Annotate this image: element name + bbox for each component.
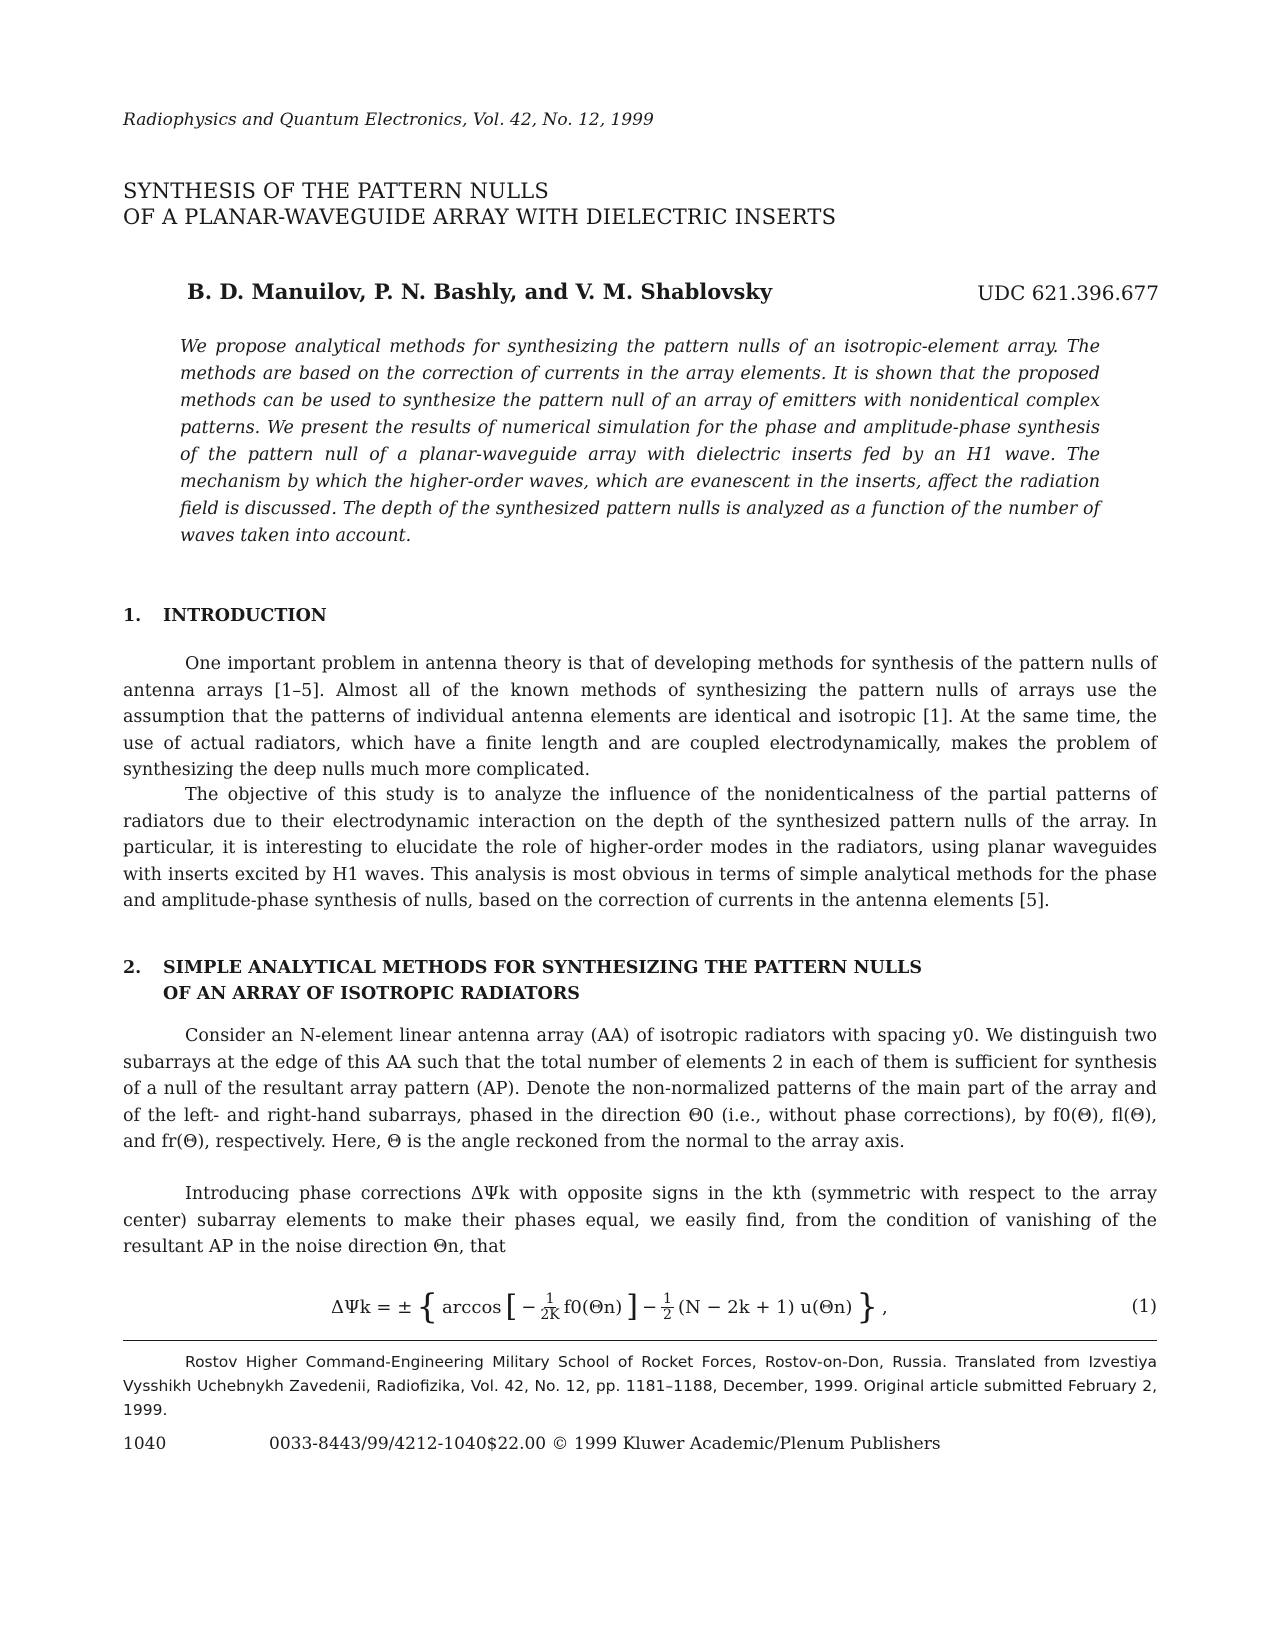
equation-fraction-1: $\frac{1}{2K}$ xyxy=(540,1290,560,1323)
equation-term-2: (N − 2k + 1) u(Θn) xyxy=(677,1296,853,1318)
equation-number: (1) xyxy=(1131,1296,1157,1317)
title-line-2: OF A PLANAR-WAVEGUIDE ARRAY WITH DIELECTRIC INSERTS xyxy=(123,205,837,229)
section-2-number: 2. xyxy=(123,958,142,978)
section-2-paragraph-1: Consider an N-element linear antenna array (AA) of isotropic radiators with spacing y0. We distinguish two subarrays at the edge of this AA such that the total number of elements 2 in each of them is sufficient for synthesis of a null of the resultant array pattern (AP). Denote the non-normalized patterns of the main part of the array and of the left- and right-hand subarrays, phased in the direction Θ0 (i.e., without phase corrections), by f0(Θ), fl(Θ), and fr(Θ), respectively. Here, Θ is the angle reckoned from the normal to the array axis. xyxy=(123,1026,1157,1152)
equation-lhs: ΔΨk = ± xyxy=(331,1296,413,1318)
equation-term-1: f0(Θn) xyxy=(563,1296,623,1318)
intro-paragraph-1: One important problem in antenna theory is that of developing methods for synthesis of the pattern nulls of antenna arrays [1–5]. Almost all of the known methods of synthesizing the pattern nulls of arrays use the assumption that the patterns of individual antenna elements are identical and isotropic [1]. At the same time, the use of actual radiators, which have a finite length and are coupled electrodynamically, makes the problem of synthesizing the deep nulls much more complicated. xyxy=(123,654,1157,780)
journal-line: Radiophysics and Quantum Electronics, Vol. 42, No. 12, 1999 xyxy=(123,110,654,130)
section-2-paragraph-2: Introducing phase corrections ΔΨk with opposite signs in the kth (symmetric with respect to the array center) subarray elements to make their phases equal, we easily find, from the condition of vanishing of the resultant AP in the noise direction Θn, that xyxy=(123,1184,1157,1257)
copyright-line: 0033-8443/99/4212-1040$22.00 © 1999 Kluwer Academic/Plenum Publishers xyxy=(269,1434,941,1454)
equation-fraction-2: $\frac{1}{2}$ xyxy=(663,1290,672,1323)
section-1-heading xyxy=(123,603,1163,629)
footnote-divider xyxy=(123,1340,1157,1341)
intro-paragraph-2: The objective of this study is to analyze the influence of the nonidenticalness of the partial patterns of radiators due to their electrodynamic interaction on the depth of the synthesized pattern nulls of the array. In particular, it is interesting to elucidate the role of higher-order modes in the radiators, using planar waveguides with inserts excited by H1 waves. This analysis is most obvious in terms of simple analytical methods for the phase and amplitude-phase synthesis of nulls, based on the correction of currents in the antenna elements [5]. xyxy=(123,785,1157,911)
authors: B. D. Manuilov, P. N. Bashly, and V. M. Shablovsky xyxy=(187,279,773,304)
equation-arccos: arccos xyxy=(441,1296,502,1318)
title-line-1: SYNTHESIS OF THE PATTERN NULLS xyxy=(123,179,549,203)
page-number: 1040 xyxy=(123,1434,167,1454)
page-footer xyxy=(123,1432,1157,1456)
section-1-number: 1. xyxy=(123,606,142,626)
paper-title xyxy=(123,178,1153,230)
footnote: Rostov Higher Command-Engineering Military School of Rocket Forces, Rostov-on-Don, Russia. Translated from Izvestiya Vysshikh Uchebnykh Zavedenii, Radiofizika, Vol. 42, No. 12, pp. 1181–1188, December, 1999. Original article submitted February 2, 1999. xyxy=(123,1353,1157,1419)
section-2-heading xyxy=(123,955,1163,1007)
equation-1: ΔΨk = ± { arccos [ − $\frac{1}{2K}$ f0(Θn) ] − $\frac{1}{2}$ (N − 2k + 1) u(Θn) } , (1) xyxy=(331,1287,1157,1327)
section-2-title-line-1: SIMPLE ANALYTICAL METHODS FOR SYNTHESIZING THE PATTERN NULLS xyxy=(163,958,922,978)
section-1-title: INTRODUCTION xyxy=(163,606,327,626)
udc-code: UDC 621.396.677 xyxy=(977,281,1159,305)
abstract: We propose analytical methods for synthesizing the pattern nulls of an isotropic-element array. The methods are based on the correction of currents in the array elements. It is shown that the proposed methods can be used to synthesize the pattern null of an array of emitters with nonidentical complex patterns. We present the results of numerical simulation for the phase and amplitude-phase synthesis of the pattern null of a planar-waveguide array with dielectric inserts fed by an H1 wave. The mechanism by which the higher-order waves, which are evanescent in the inserts, affect the radiation field is discussed. The depth of the synthesized pattern nulls is analyzed as a function of the number of waves taken into account. xyxy=(180,337,1100,546)
section-2-title-line-2: OF AN ARRAY OF ISOTROPIC RADIATORS xyxy=(163,984,580,1004)
